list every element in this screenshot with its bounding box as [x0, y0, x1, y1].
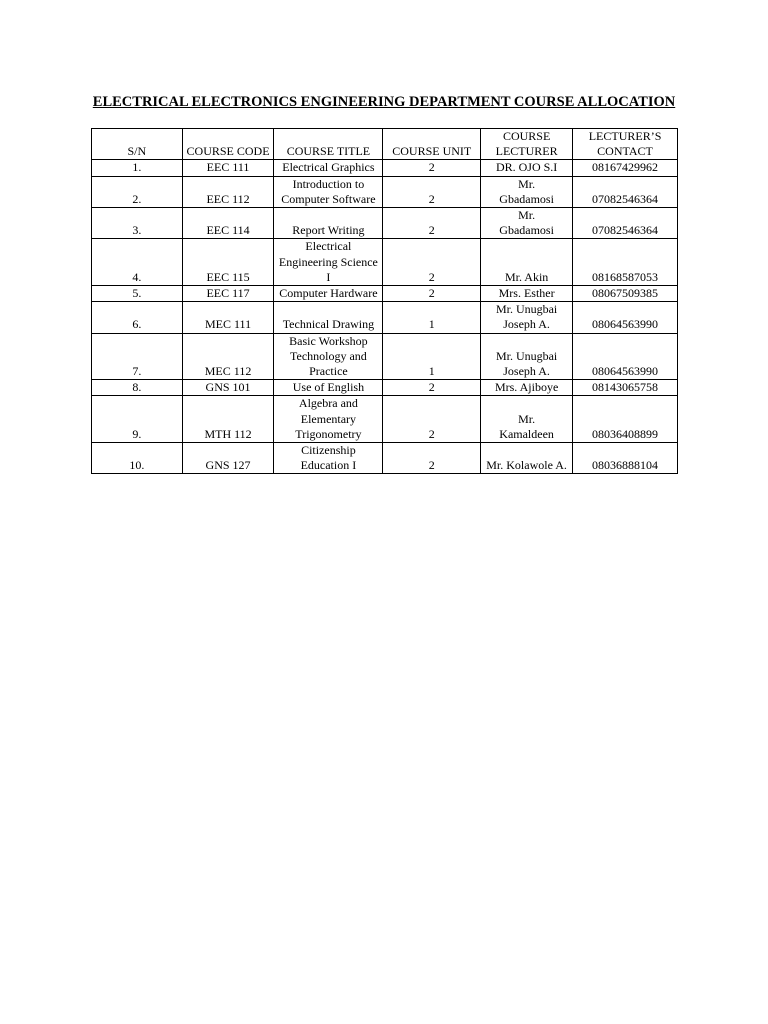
table-row: [92, 396, 678, 443]
cell-course-title: Technical Drawing: [274, 302, 383, 333]
cell-course-lecturer: Mrs. Esther: [481, 286, 573, 302]
cell-course-code: MTH 112: [182, 396, 274, 443]
header-course-title: COURSE TITLE: [274, 129, 383, 160]
cell-course-code: EEC 117: [182, 286, 274, 302]
table-body: [92, 160, 678, 474]
cell-lecturer-contact: 08167429962: [573, 160, 678, 176]
header-course-unit: COURSE UNIT: [383, 129, 481, 160]
cell-sn: 7.: [92, 333, 183, 380]
cell-course-title: Introduction to Computer Software: [274, 176, 383, 207]
cell-course-code: MEC 112: [182, 333, 274, 380]
cell-course-code: MEC 111: [182, 302, 274, 333]
table-row: [92, 239, 678, 286]
cell-sn: 10.: [92, 443, 183, 474]
table-row: [92, 302, 678, 333]
cell-lecturer-contact: 07082546364: [573, 208, 678, 239]
header-course-lecturer: COURSE LECTURER: [481, 129, 573, 160]
cell-course-unit: 2: [383, 176, 481, 207]
cell-sn: 3.: [92, 208, 183, 239]
cell-course-lecturer: DR. OJO S.I: [481, 160, 573, 176]
cell-course-unit: 2: [383, 239, 481, 286]
table-row: [92, 380, 678, 396]
cell-course-title: Algebra and Elementary Trigonometry: [274, 396, 383, 443]
cell-course-lecturer: Mr. Gbadamosi: [481, 176, 573, 207]
table-row: [92, 160, 678, 176]
cell-course-code: GNS 127: [182, 443, 274, 474]
cell-lecturer-contact: 08036408899: [573, 396, 678, 443]
cell-course-code: EEC 112: [182, 176, 274, 207]
table-row: [92, 443, 678, 474]
cell-sn: 2.: [92, 176, 183, 207]
header-lecturer-contact: LECTURER’S CONTACT: [573, 129, 678, 160]
header-sn: S/N: [92, 129, 183, 160]
cell-sn: 8.: [92, 380, 183, 396]
cell-lecturer-contact: 08064563990: [573, 333, 678, 380]
cell-course-unit: 2: [383, 286, 481, 302]
cell-sn: 4.: [92, 239, 183, 286]
cell-course-title: Use of English: [274, 380, 383, 396]
table-header-row: [92, 129, 678, 160]
cell-sn: 6.: [92, 302, 183, 333]
cell-course-lecturer: Mr. Gbadamosi: [481, 208, 573, 239]
table-row: [92, 286, 678, 302]
cell-course-title: Basic Workshop Technology and Practice: [274, 333, 383, 380]
cell-course-title: Citizenship Education I: [274, 443, 383, 474]
cell-course-code: GNS 101: [182, 380, 274, 396]
cell-lecturer-contact: 08067509385: [573, 286, 678, 302]
cell-course-unit: 2: [383, 208, 481, 239]
cell-course-code: EEC 114: [182, 208, 274, 239]
cell-course-unit: 2: [383, 443, 481, 474]
cell-lecturer-contact: 08143065758: [573, 380, 678, 396]
cell-course-title: Electrical Engineering Science I: [274, 239, 383, 286]
cell-lecturer-contact: 08168587053: [573, 239, 678, 286]
cell-lecturer-contact: 07082546364: [573, 176, 678, 207]
cell-sn: 9.: [92, 396, 183, 443]
document-title: ELECTRICAL ELECTRONICS ENGINEERING DEPARTMENT COURSE ALLOCATION: [92, 94, 676, 110]
cell-course-unit: 1: [383, 302, 481, 333]
cell-course-lecturer: Mr. Unugbai Joseph A.: [481, 333, 573, 380]
cell-course-title: Electrical Graphics: [274, 160, 383, 176]
cell-course-unit: 2: [383, 380, 481, 396]
cell-course-lecturer: Mr. Kolawole A.: [481, 443, 573, 474]
cell-course-lecturer: Mrs. Ajiboye: [481, 380, 573, 396]
table-row: [92, 333, 678, 380]
course-allocation-table: [91, 128, 678, 474]
header-course-code: COURSE CODE: [182, 129, 274, 160]
cell-course-unit: 2: [383, 396, 481, 443]
cell-course-lecturer: Mr. Unugbai Joseph A.: [481, 302, 573, 333]
cell-lecturer-contact: 08064563990: [573, 302, 678, 333]
cell-course-unit: 1: [383, 333, 481, 380]
table-row: [92, 176, 678, 207]
cell-course-title: Computer Hardware: [274, 286, 383, 302]
cell-course-code: EEC 115: [182, 239, 274, 286]
cell-course-lecturer: Mr. Akin: [481, 239, 573, 286]
cell-sn: 1.: [92, 160, 183, 176]
cell-course-code: EEC 111: [182, 160, 274, 176]
cell-course-unit: 2: [383, 160, 481, 176]
cell-course-title: Report Writing: [274, 208, 383, 239]
cell-course-lecturer: Mr. Kamaldeen: [481, 396, 573, 443]
cell-lecturer-contact: 08036888104: [573, 443, 678, 474]
table-row: [92, 208, 678, 239]
cell-sn: 5.: [92, 286, 183, 302]
